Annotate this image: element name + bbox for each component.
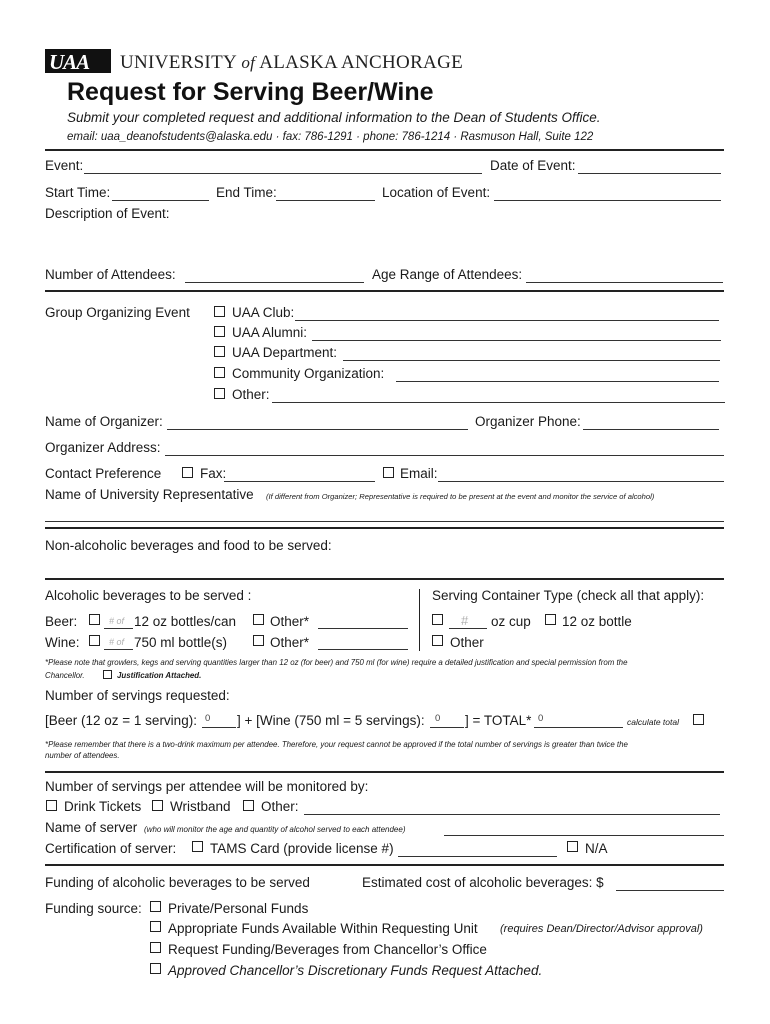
group-uaa-club-field[interactable] [295,306,719,321]
tams-checkbox[interactable] [192,841,203,852]
funding-source-label: Funding source: [45,901,142,916]
monitor-other-label: Other: [261,799,299,814]
date-label: Date of Event: [490,158,576,173]
total-label: ] = TOTAL* [465,713,532,728]
estimated-cost-label: Estimated cost of alcoholic beverages: $ [362,875,604,890]
wristband-checkbox[interactable] [152,800,163,811]
contact-preference-label: Contact Preference [45,466,162,481]
wine-other-label: Other* [270,635,310,650]
drink-tickets-checkbox[interactable] [46,800,57,811]
cup-label: oz cup [491,614,531,629]
organizer-address-label: Organizer Address: [45,440,161,455]
organizer-phone-field[interactable] [583,415,719,430]
wine-quantity-field[interactable] [104,635,133,650]
group-other-label: Other: [232,387,270,402]
organizer-address-field[interactable] [165,441,724,456]
funding-unit-label: Appropriate Funds Available Within Requesting Unit [168,921,478,936]
estimated-cost-field[interactable] [616,876,724,891]
wine-quantity-placeholder: # of [109,637,125,647]
two-drink-note: *Please remember that there is a two-drink maximum per attendee. Therefore, your request cannot be approved if the total number of servings is greater than twice the [45,740,628,749]
wine-unit-label: 750 ml bottle(s) [134,635,228,650]
group-community-field[interactable] [396,367,719,382]
age-range-field[interactable] [526,268,723,283]
wine-servings-field[interactable] [430,713,464,728]
wine-checkbox[interactable] [89,635,100,646]
wine-other-field[interactable] [318,635,408,650]
wine-servings-label: ] + [Wine (750 ml = 5 servings): [237,713,425,728]
beer-quantity-placeholder: # of [109,616,125,626]
group-uaa-club-checkbox[interactable] [214,306,225,317]
email-label: Email: [400,466,438,481]
funding-discretionary-checkbox[interactable] [150,963,161,974]
uaa-logo [45,49,111,73]
university-of: of [241,53,256,72]
group-uaa-club-label: UAA Club: [232,305,295,320]
servings-label: Number of servings requested: [45,688,230,703]
funding-discretionary-label: Approved Chancellor’s Discretionary Funds Request Attached. [168,963,543,978]
calculate-total-checkbox[interactable] [693,714,704,725]
organizer-phone-label: Organizer Phone: [475,414,581,429]
cup-checkbox[interactable] [432,614,443,625]
representative-label: Name of University Representative [45,487,254,502]
bottle-checkbox[interactable] [545,614,556,625]
beer-other-label: Other* [270,614,310,629]
tams-license-field[interactable] [398,842,557,857]
group-label: Group Organizing Event [45,305,190,320]
container-type-label: Serving Container Type (check all that apply): [432,588,705,603]
location-label: Location of Event: [382,185,491,200]
group-community-checkbox[interactable] [214,367,225,378]
description-label: Description of Event: [45,206,170,221]
group-uaa-alumni-field[interactable] [312,326,721,341]
group-uaa-alumni-label: UAA Alumni: [232,325,308,340]
email-checkbox[interactable] [383,467,394,478]
na-checkbox[interactable] [567,841,578,852]
alcoholic-label: Alcoholic beverages to be served : [45,588,252,603]
attendees-field[interactable] [185,268,364,283]
container-other-label: Other [450,635,484,650]
end-time-field[interactable] [276,186,375,201]
page-title: Request for Serving Beer/Wine [67,78,434,106]
group-uaa-department-field[interactable] [343,346,720,361]
two-drink-note-line2: number of attendees. [45,751,120,760]
container-other-checkbox[interactable] [432,635,443,646]
divider [45,149,724,151]
beer-quantity-field[interactable] [104,614,133,629]
monitoring-label: Number of servings per attendee will be monitored by: [45,779,369,794]
organizer-name-label: Name of Organizer: [45,414,163,429]
funding-private-checkbox[interactable] [150,901,161,912]
alcohol-note: *Please note that growlers, kegs and serving quantities larger than 12 oz (for beer) and 750 ml (for wine) require a detailed justification and special permission from the [45,658,628,667]
start-time-field[interactable] [112,186,209,201]
beer-servings-value: 0 [205,713,211,724]
group-community-label: Community Organization: [232,366,385,381]
bottle-label: 12 oz bottle [562,614,632,629]
beer-servings-field[interactable] [202,713,236,728]
server-name-label: Name of server [45,820,138,835]
date-field[interactable] [578,159,721,174]
contact-info: email: uaa_deanofstudents@alaska.edu · fax: 786-1291 · phone: 786-1214 · Rasmuson Hall, Suite 122 [67,131,594,143]
event-label: Event: [45,158,84,173]
beer-unit-label: 12 oz bottles/can [134,614,237,629]
server-name-field[interactable] [444,821,724,836]
justification-label: Justification Attached. [117,671,202,680]
representative-field[interactable] [45,507,724,522]
justification-checkbox[interactable] [103,670,112,679]
wine-other-checkbox[interactable] [253,635,264,646]
attendees-label: Number of Attendees: [45,267,176,282]
server-name-note: (who will monitor the age and quantity of alcohol served to each attendee) [144,825,406,834]
location-field[interactable] [494,186,721,201]
group-other-checkbox[interactable] [214,388,225,399]
beer-checkbox[interactable] [89,614,100,625]
column-divider [419,589,420,651]
total-servings-value: 0 [538,713,544,724]
total-servings-field[interactable] [534,713,623,728]
wristband-label: Wristband [170,799,231,814]
fax-field[interactable] [224,467,375,482]
nonalcoholic-label: Non-alcoholic beverages and food to be served: [45,538,332,553]
calculate-total-label: calculate total [627,717,679,727]
divider [45,771,724,773]
age-range-label: Age Range of Attendees: [372,267,523,282]
funding-unit-checkbox[interactable] [150,921,161,932]
fax-label: Fax: [200,466,227,481]
alcohol-note-line2: Chancellor. [45,671,85,680]
group-uaa-department-checkbox[interactable] [214,346,225,357]
uaa-logo-text: UAA [49,50,90,74]
tams-label: TAMS Card (provide license #) [210,841,394,856]
wine-servings-value: 0 [435,713,441,724]
fax-checkbox[interactable] [182,467,193,478]
page-subtitle: Submit your completed request and additional information to the Dean of Students Office. [67,110,601,125]
divider [45,864,724,866]
group-uaa-alumni-checkbox[interactable] [214,326,225,337]
wine-label: Wine: [45,635,80,650]
group-other-field[interactable] [272,388,725,403]
divider [45,578,724,580]
group-uaa-department-label: UAA Department: [232,345,338,360]
na-label: N/A [585,841,608,856]
beer-other-checkbox[interactable] [253,614,264,625]
end-time-label: End Time: [216,185,277,200]
divider [45,290,724,292]
representative-note: (If different from Organizer; Representative is required to be present at the event and monitor the service of alcohol) [266,492,655,501]
funding-unit-note: (requires Dean/Director/Advisor approval) [500,923,703,935]
beer-label: Beer: [45,614,78,629]
divider [45,527,724,529]
funding-chancellor-label: Request Funding/Beverages from Chancellor’s Office [168,942,487,957]
cup-size-placeholder: # [461,613,469,628]
university-prefix: UNIVERSITY [120,52,237,73]
monitor-other-field[interactable] [304,800,720,815]
email-field[interactable] [438,467,724,482]
drink-tickets-label: Drink Tickets [64,799,142,814]
organizer-name-field[interactable] [167,415,468,430]
event-field[interactable] [84,159,482,174]
funding-label: Funding of alcoholic beverages to be served [45,875,310,890]
funding-chancellor-checkbox[interactable] [150,942,161,953]
certification-label: Certification of server: [45,841,177,856]
monitor-other-checkbox[interactable] [243,800,254,811]
cup-size-field[interactable] [449,614,487,629]
university-suffix: ALASKA ANCHORAGE [259,52,463,73]
start-time-label: Start Time: [45,185,111,200]
university-name [120,52,463,74]
beer-other-field[interactable] [318,614,408,629]
funding-private-label: Private/Personal Funds [168,901,309,916]
beer-servings-label: [Beer (12 oz = 1 serving): [45,713,197,728]
